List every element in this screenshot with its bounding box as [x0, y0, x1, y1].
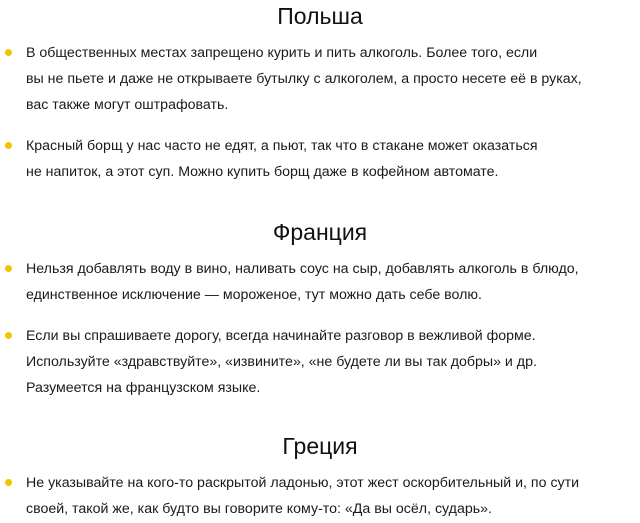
- section-title: Польша: [277, 3, 363, 29]
- item-line: единственное исключение — мороженое, тут можно дать себе волю.: [26, 287, 482, 303]
- item-line: вас также могут оштрафовать.: [26, 97, 229, 113]
- list-item: [0, 133, 640, 185]
- item-line: Если вы спрашиваете дорогу, всегда начинайте разговор в вежливой форме.: [26, 328, 536, 344]
- item-line: Используйте «здравствуйте», «извините», «не будете ли вы так добры» и др.: [26, 354, 537, 370]
- item-line: своей, такой же, как будто вы говорите кому-то: «Да вы осёл, сударь».: [26, 501, 492, 517]
- bullet-icon: [5, 265, 12, 272]
- item-line: Не указывайте на кого-то раскрытой ладонью, этот жест оскорбительный и, по сути: [26, 475, 580, 491]
- bullet-icon: [5, 49, 12, 56]
- item-line: Разумеется на французском языке.: [26, 380, 261, 396]
- section-poland: [0, 3, 640, 185]
- item-line: Красный борщ у нас часто не едят, а пьют, так что в стакане может оказаться: [26, 138, 538, 154]
- item-line: Нельзя добавлять воду в вино, наливать соус на сыр, добавлять алкоголь в блюдо,: [26, 261, 579, 277]
- bullet-icon: [5, 142, 12, 149]
- section-greece: [0, 433, 640, 522]
- list-item: [0, 256, 640, 308]
- list-item: [0, 323, 640, 401]
- item-line: вы не пьете и даже не открываете бутылку с алкоголем, а просто несете её в руках,: [26, 71, 582, 87]
- bullet-icon: [5, 479, 12, 486]
- section-title: Греция: [282, 433, 358, 459]
- section-title: Франция: [272, 219, 368, 245]
- item-line: В общественных местах запрещено курить и пить алкоголь. Более того, если: [26, 45, 538, 61]
- list-item: [0, 40, 640, 118]
- list-item: [0, 470, 640, 522]
- item-line: не напиток, а этот суп. Можно купить борщ даже в кофейном автомате.: [26, 164, 499, 180]
- section-france: [0, 219, 640, 401]
- bullet-icon: [5, 332, 12, 339]
